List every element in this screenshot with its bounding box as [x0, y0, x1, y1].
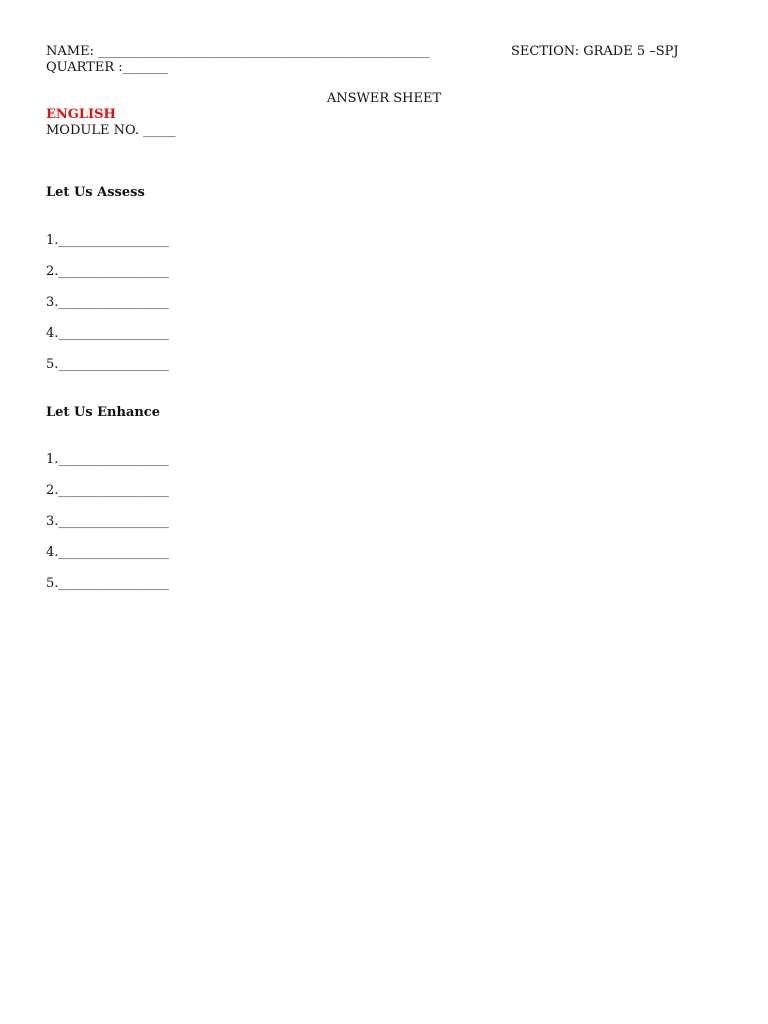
answer-list-enhance	[46, 452, 169, 607]
answer-line[interactable]: 1._________________	[46, 233, 169, 248]
page-title: ANSWER SHEET	[326, 91, 442, 106]
name-field-line[interactable]: NAME: ___________________________________________________	[46, 44, 430, 59]
section-label: SECTION: GRADE 5 –SPJ	[511, 44, 679, 59]
section-heading-enhance: Let Us Enhance	[46, 405, 160, 420]
answer-line[interactable]: 2._________________	[46, 264, 169, 279]
answer-line[interactable]: 3._________________	[46, 514, 169, 529]
quarter-field-line[interactable]: QUARTER :_______	[46, 60, 169, 75]
module-number-line[interactable]: MODULE NO. _____	[46, 123, 176, 138]
answer-line[interactable]: 5._________________	[46, 357, 169, 372]
answer-line[interactable]: 4._________________	[46, 326, 169, 341]
answer-line[interactable]: 4._________________	[46, 545, 169, 560]
answer-line[interactable]: 5._________________	[46, 576, 169, 591]
subject-label: ENGLISH	[46, 107, 116, 122]
answer-line[interactable]: 3._________________	[46, 295, 169, 310]
answer-list-assess	[46, 233, 169, 388]
answer-line[interactable]: 1._________________	[46, 452, 169, 467]
section-heading-assess: Let Us Assess	[46, 185, 145, 200]
answer-line[interactable]: 2._________________	[46, 483, 169, 498]
